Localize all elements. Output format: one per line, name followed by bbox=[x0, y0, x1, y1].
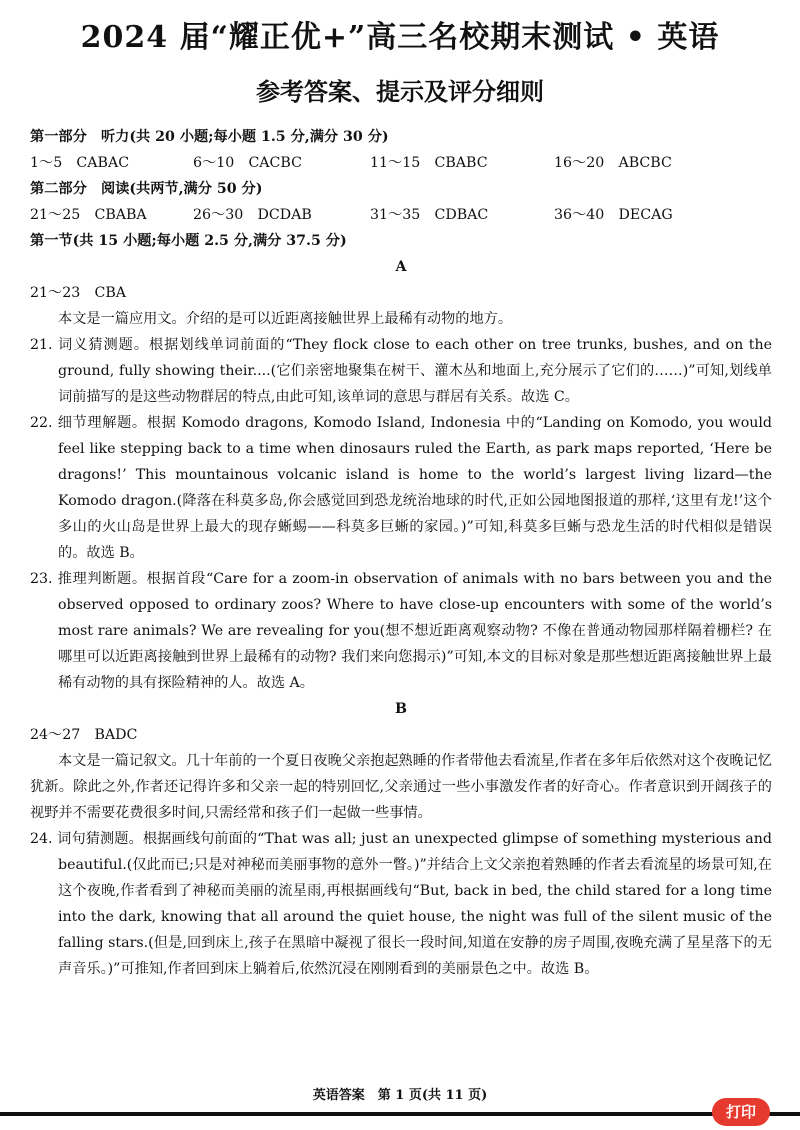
passage-a-intro: 本文是一篇应用文。介绍的是可以近距离接触世界上最稀有动物的地方。 bbox=[58, 311, 513, 327]
answer-key: 21～25 CBABA bbox=[30, 207, 147, 223]
section1-heading: 第一节(共 15 小题;每小题 2.5 分,满分 37.5 分) bbox=[30, 233, 347, 249]
question-23-explanation: 23. 推理判断题。根据首段“Care for a zoom-in observation of animals with no bars between you and the observed opposed to ordinary zoos? Where to have close-up encounters with some of the world’s most rare animals? We are revealing for you(想不想近距离观察动物? 不像在普通动物园那样隔着栅栏? 在哪里可以近距离接触到世界上最稀有的动物? 我们来向您揭示)”可知,本文的目标对象是那些想近距离接触世界上最稀有动物的具有探险精神的人。故选 A。 bbox=[30, 571, 772, 691]
answer-key: 31～35 CDBAC bbox=[370, 207, 489, 223]
bottom-divider bbox=[0, 1112, 800, 1116]
part1-heading: 第一部分 听力(共 20 小题;每小题 1.5 分,满分 30 分) bbox=[30, 129, 389, 145]
print-button[interactable]: 打印 bbox=[712, 1098, 770, 1126]
part2-answer-keys bbox=[30, 202, 772, 228]
answer-key: 16～20 ABCBC bbox=[554, 155, 672, 171]
answer-key: 1～5 CABAC bbox=[30, 155, 130, 171]
question-21-explanation: 21. 词义猜测题。根据划线单词前面的“They flock close to each other on tree trunks, bushes, and on the ground, fully showing their....(它们亲密地聚集在树干、灌木丛和地面上,充分展示了它们的……)”可知,划线单词前描写的是这些动物群居的特点,由此可知,该单词的意思与群居有关系。故选 C。 bbox=[30, 337, 772, 405]
passage-b-answers: 24～27 BADC bbox=[30, 727, 138, 743]
passage-a-answers: 21～23 CBA bbox=[30, 285, 127, 301]
question-24-explanation: 24. 词句猜测题。根据画线句前面的“That was all; just an unexpected glimpse of something mysterious and beautiful.(仅此而已;只是对神秘而美丽事物的意外一瞥。)”并结合上文父亲抱着熟睡的作者去看流星的场景可知,在这个夜晚,作者看到了神秘而美丽的流星雨,再根据画线句“But, back in bed, the child stared for a long time into the dark, knowing that all around the quiet house, the night was full of the silent music of the falling stars.(但是,回到床上,孩子在黑暗中凝视了很长一段时间,知道在安静的房子周围,夜晚充满了星星落下的无声音乐。)”可推知,作者回到床上躺着后,依然沉浸在刚刚看到的美丽景色之中。故选 B。 bbox=[30, 831, 772, 977]
passage-b-intro: 本文是一篇记叙文。几十年前的一个夏日夜晚父亲抱起熟睡的作者带他去看流星,作者在多年后依然对这个夜晚记忆犹新。除此之外,作者还记得许多和父亲一起的特别回忆,父亲通过一些小事激发作者的好奇心。作者意识到开阔孩子的视野并不需要花费很多时间,只需经常和孩子们一起做一些事情。 bbox=[30, 753, 772, 821]
passage-a-label: A bbox=[395, 259, 407, 275]
answer-content bbox=[30, 124, 772, 982]
passage-b-label: B bbox=[395, 701, 407, 717]
page-subtitle: 参考答案、提示及评分细则 bbox=[256, 77, 544, 106]
answer-key: 36～40 DECAG bbox=[554, 207, 673, 223]
part1-answer-keys bbox=[30, 150, 772, 176]
page-footer: 英语答案 第 1 页(共 11 页) bbox=[312, 1088, 488, 1103]
part2-heading: 第二部分 阅读(共两节,满分 50 分) bbox=[30, 181, 263, 197]
answer-key: 11～15 CBABC bbox=[370, 155, 488, 171]
answer-key: 26～30 DCDAB bbox=[193, 207, 312, 223]
question-22-explanation: 22. 细节理解题。根据 Komodo dragons, Komodo Island, Indonesia 中的“Landing on Komodo, you would feel like stepping back to a time when dinosaurs ruled the Earth, as park maps reported, ‘Here be dragons!’ This mountainous volcanic island is home to the world’s largest living lizard—the Komodo dragon.(降落在科莫多岛,你会感觉回到恐龙统治地球的时代,正如公园地图报道的那样,‘这里有龙!’这个多山的火山岛是世界上最大的现存蜥蜴——科莫多巨蜥的家园。)”可知,科莫多巨蜥与恐龙生活的时代相似是错误的。故选 B。 bbox=[30, 415, 772, 561]
page-title: 2024 届“耀正优+”高三名校期末测试 • 英语 bbox=[80, 20, 720, 55]
answer-key: 6～10 CACBC bbox=[193, 155, 302, 171]
